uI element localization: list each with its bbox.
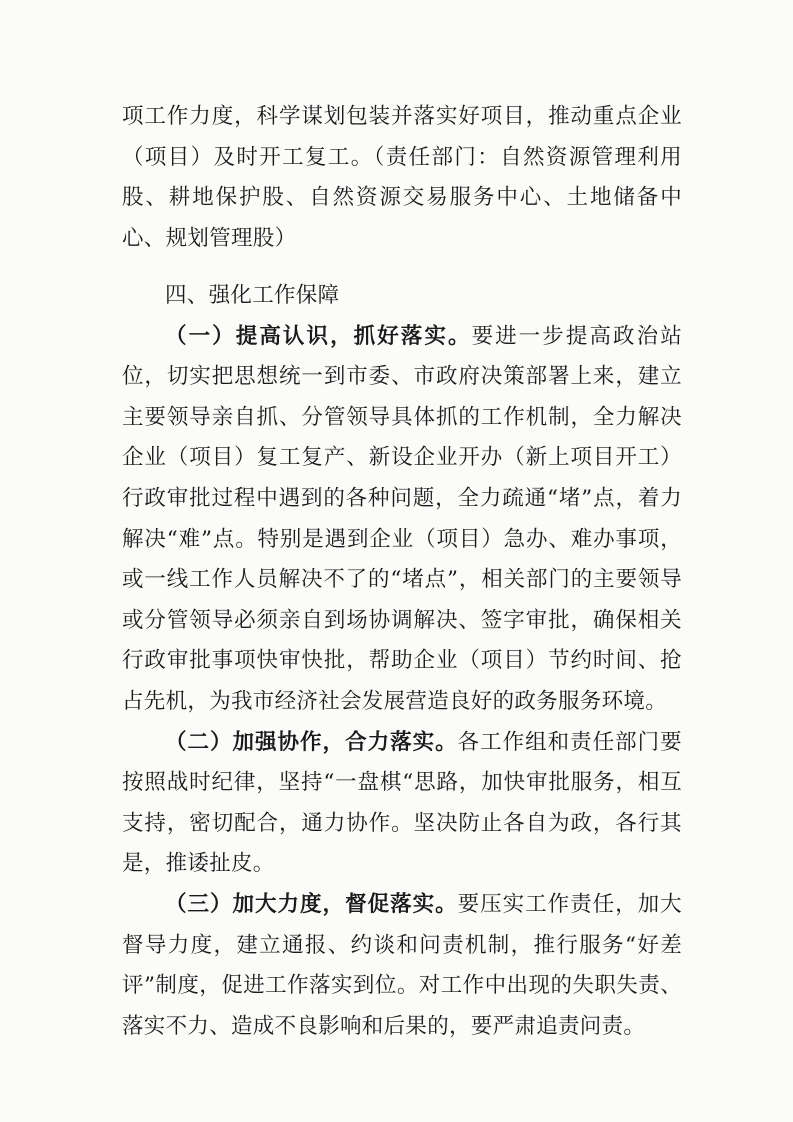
section-4	[122, 276, 682, 1047]
item-3-paragraph	[122, 885, 682, 1047]
item-2-body: 各工作组和责任部门要按照战时纪律，坚持“一盘棋“思路，加快审批服务，相互支持，密切配合，通力协作。坚决防止各自为政，各行其是，推诿扯皮。	[122, 729, 682, 877]
item-1-body: 要进一步提高政治站位，切实把思想统一到市委、市政府决策部署上来，建立主要领导亲自抓、分管领导具体抓的工作机制，全力解决企业（项目）复工复产、新设企业开办（新上项目开工）行政审批过程中遇到的各种问题，全力疏通“堵”点，着力解决“难”点。特别是遇到企业（项目）急办、难办事项，或一线工作人员解决不了的“堵点”，相关部门的主要领导或分管领导必须亲自到场协调解决、签字审批，确保相关行政审批事项快审快批，帮助企业（项目）节约时间、抢占先机，为我市经济社会发展营造良好的政务服务环境。	[122, 323, 683, 714]
item-3-lead: （三）加大力度，督促落实。	[165, 891, 458, 917]
carryover-paragraph: 项工作力度，科学谋划包装并落实好项目，推动重点企业（项目）及时开工复工。（责任部门：自然资源管理利用股、耕地保护股、自然资源交易服务中心、土地储备中心、规划管理股）	[122, 104, 682, 251]
item-3-body: 要压实工作责任，加大督导力度，建立通报、约谈和问责机制，推行服务“好差评”制度，促进工作落实到位。对工作中出现的失职失责、落实不力、造成不良影响和后果的，要严肃追责问责。	[122, 891, 682, 1039]
item-1-lead: （一）提高认识，抓好落实。	[165, 323, 472, 349]
item-2-paragraph	[122, 723, 682, 885]
section-4-heading: 四、强化工作保障	[165, 283, 340, 308]
item-2-lead: （二）加强协作，合力落实。	[165, 729, 458, 755]
carryover-block	[122, 97, 682, 259]
item-1-paragraph	[122, 317, 682, 723]
